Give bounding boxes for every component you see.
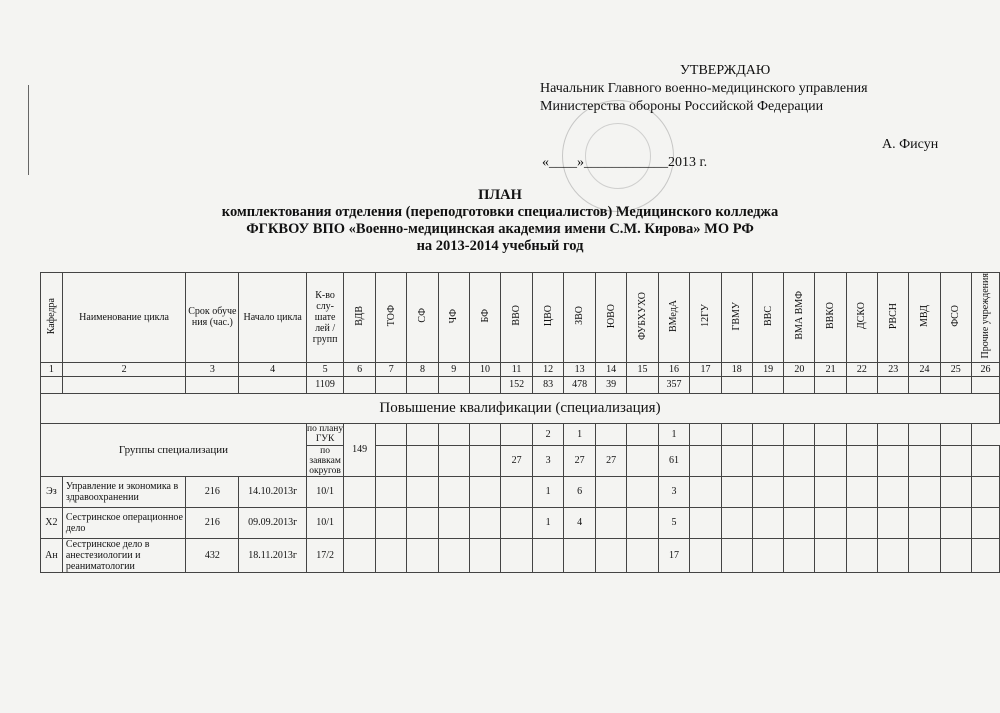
row-vmeda: 17	[658, 538, 690, 572]
row-vmeda: 5	[658, 507, 690, 538]
row-duration: 216	[186, 476, 239, 507]
header-org: МВД	[909, 273, 940, 363]
col-number: 16	[658, 362, 690, 376]
section-title: Повышение квалификации (специализация)	[41, 393, 1000, 423]
row-name: Сестринское операционное дело	[62, 507, 185, 538]
col-number: 9	[438, 362, 469, 376]
requests-yuvo: 27	[596, 445, 627, 476]
header-row	[41, 273, 1000, 363]
title-line2: комплектования отделения (переподготовки специалистов) Медицинского колледжа	[221, 204, 779, 220]
header-org: ВМА ВМФ	[784, 273, 815, 363]
row-count: 17/2	[306, 538, 343, 572]
section-row	[41, 393, 1000, 423]
row-name: Сестринское дело в анестезиологии и реаниматологии	[62, 538, 185, 572]
header-org: 12ГУ	[690, 273, 721, 363]
row-zvo: 4	[564, 507, 596, 538]
total-yuvo: 39	[596, 376, 627, 393]
row-duration: 216	[186, 507, 239, 538]
header-org: ЗВО	[564, 273, 596, 363]
row-cvo: 1	[532, 507, 563, 538]
document-title	[0, 187, 1000, 255]
col-number: 10	[469, 362, 500, 376]
plan-vmeda: 1	[658, 423, 690, 445]
groups-requests-label: по заявкам округов	[306, 445, 343, 476]
header-cycle-name: Наименование цикла	[62, 273, 185, 363]
col-number: 6	[344, 362, 376, 376]
header-kafedra: Кафедра	[41, 273, 63, 363]
col-number: 8	[407, 362, 438, 376]
table-row	[41, 538, 1000, 572]
header-org: Прочие учреждения	[971, 273, 999, 363]
title-line3: ФГКВОУ ВПО «Военно-медицинская академия имени С.М. Кирова» МО РФ	[246, 221, 754, 237]
header-org: ВМедА	[658, 273, 690, 363]
table-row	[41, 507, 1000, 538]
col-number: 20	[784, 362, 815, 376]
col-number: 17	[690, 362, 721, 376]
col-number: 23	[878, 362, 909, 376]
totals-row	[41, 376, 1000, 393]
col-number: 11	[501, 362, 533, 376]
approval-signer: А. Фисун	[882, 137, 939, 152]
approval-block	[540, 62, 939, 170]
col-number: 22	[846, 362, 877, 376]
header-org: ВВО	[501, 273, 533, 363]
col-number: 15	[627, 362, 658, 376]
row-zvo	[564, 538, 596, 572]
approval-line1: Начальник Главного военно-медицинского управления	[540, 81, 868, 96]
groups-label: Группы специализации	[41, 423, 307, 476]
plan-cvo: 2	[532, 423, 563, 445]
requests-zvo: 27	[564, 445, 596, 476]
plan-zvo: 1	[564, 423, 596, 445]
header-org: БФ	[469, 273, 500, 363]
row-name: Управление и экономика в здравоохранении	[62, 476, 185, 507]
header-org: ЧФ	[438, 273, 469, 363]
total-vmeda: 357	[658, 376, 690, 393]
col-number: 5	[306, 362, 343, 376]
requests-vvo: 27	[501, 445, 533, 476]
header-org: РВСН	[878, 273, 909, 363]
col-number: 4	[239, 362, 307, 376]
col-number: 24	[909, 362, 940, 376]
total-count: 1109	[306, 376, 343, 393]
requests-cvo: 3	[532, 445, 563, 476]
title-line4: на 2013-2014 учебный год	[416, 238, 584, 254]
total-cvo: 83	[532, 376, 563, 393]
row-count: 10/1	[306, 476, 343, 507]
table-row	[41, 476, 1000, 507]
col-number: 21	[815, 362, 846, 376]
row-kafedra: Х2	[41, 507, 63, 538]
header-org: ВВС	[752, 273, 783, 363]
row-kafedra: Ан	[41, 538, 63, 572]
row-zvo: 6	[564, 476, 596, 507]
header-org: ВВКО	[815, 273, 846, 363]
header-org: СФ	[407, 273, 438, 363]
plan-table	[40, 272, 1000, 573]
column-number-row	[41, 362, 1000, 376]
row-cvo: 1	[532, 476, 563, 507]
col-number: 19	[752, 362, 783, 376]
margin-line	[28, 85, 29, 175]
header-org: ДСКО	[846, 273, 877, 363]
row-start: 14.10.2013г	[239, 476, 307, 507]
col-number: 7	[376, 362, 407, 376]
col-number: 25	[940, 362, 971, 376]
col-number: 3	[186, 362, 239, 376]
header-org: ФУБХУХО	[627, 273, 658, 363]
groups-plan-label: по плану ГУК	[307, 424, 344, 444]
total-zvo: 478	[564, 376, 596, 393]
col-number: 18	[721, 362, 752, 376]
header-org: ВДВ	[344, 273, 376, 363]
approval-line2: Министерства обороны Российской Федерации	[540, 99, 824, 114]
groups-count: 149	[344, 423, 376, 476]
title-line1: ПЛАН	[478, 187, 522, 203]
row-start: 09.09.2013г	[239, 507, 307, 538]
total-vvo: 152	[501, 376, 533, 393]
col-number: 13	[564, 362, 596, 376]
requests-vmeda: 61	[658, 445, 690, 476]
approval-heading: УТВЕРЖДАЮ	[680, 63, 771, 78]
col-number: 2	[62, 362, 185, 376]
row-vmeda: 3	[658, 476, 690, 507]
header-start: Начало цикла	[239, 273, 307, 363]
header-org: ТОФ	[376, 273, 407, 363]
col-number: 26	[971, 362, 999, 376]
row-cvo	[532, 538, 563, 572]
row-duration: 432	[186, 538, 239, 572]
col-number: 1	[41, 362, 63, 376]
col-number: 12	[532, 362, 563, 376]
header-org: ЦВО	[532, 273, 563, 363]
header-org: ГВМУ	[721, 273, 752, 363]
header-duration: Срок обуче ния (час.)	[186, 273, 239, 363]
header-count: К-во слу-шате лей / групп	[306, 273, 343, 363]
row-start: 18.11.2013г	[239, 538, 307, 572]
row-kafedra: Эз	[41, 476, 63, 507]
col-number: 14	[596, 362, 627, 376]
row-count: 10/1	[306, 507, 343, 538]
groups-plan-row	[41, 423, 1000, 445]
header-org: ФСО	[940, 273, 971, 363]
approval-date: «____»____________2013 г.	[542, 155, 708, 170]
header-org: ЮВО	[596, 273, 627, 363]
